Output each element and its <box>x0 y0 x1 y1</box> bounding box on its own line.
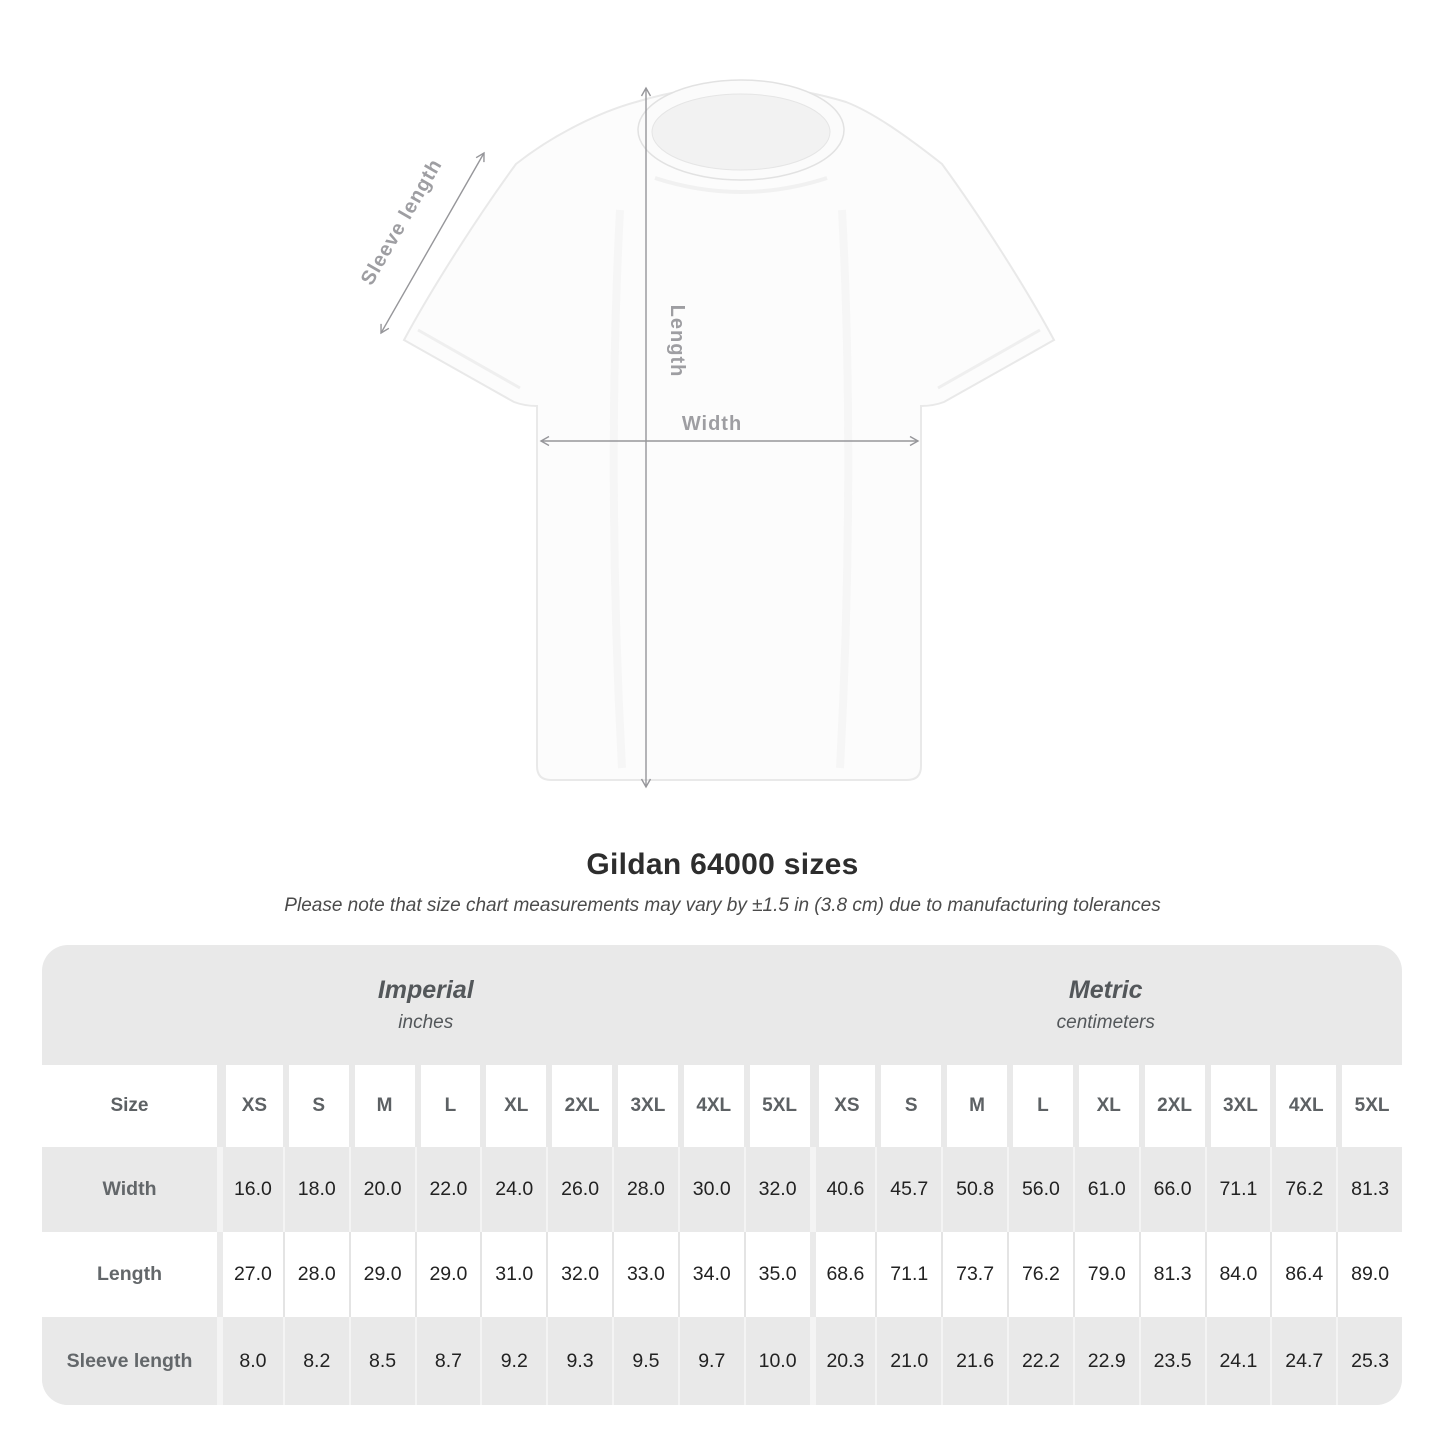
metric-value-cell: 81.3 <box>1139 1232 1205 1317</box>
size-col-header: L <box>1007 1065 1073 1147</box>
metric-value-cell: 45.7 <box>875 1147 941 1232</box>
size-header: Size <box>110 1095 149 1116</box>
size-col-header: 2XL <box>546 1065 612 1147</box>
imperial-header <box>42 945 810 1065</box>
size-col-header: 5XL <box>744 1065 810 1147</box>
size-col-header: S <box>875 1065 941 1147</box>
imperial-value-cell: 20.0 <box>349 1147 415 1232</box>
row-label: Width <box>102 1178 157 1200</box>
size-col-header: L <box>415 1065 481 1147</box>
length-label: Length <box>666 304 688 378</box>
imperial-value-cell: 28.0 <box>283 1232 349 1317</box>
size-col-header: 5XL <box>1336 1065 1402 1147</box>
metric-value-cell: 20.3 <box>810 1317 876 1405</box>
metric-value-cell: 86.4 <box>1270 1232 1336 1317</box>
imperial-value-cell: 9.3 <box>546 1317 612 1405</box>
size-col-header: 3XL <box>612 1065 678 1147</box>
imperial-value-cell: 28.0 <box>612 1147 678 1232</box>
metric-value-cell: 24.1 <box>1205 1317 1271 1405</box>
metric-value-cell: 21.0 <box>875 1317 941 1405</box>
metric-value-cell: 25.3 <box>1336 1317 1402 1405</box>
metric-value-cell: 73.7 <box>941 1232 1007 1317</box>
metric-value-cell: 21.6 <box>941 1317 1007 1405</box>
metric-value-cell: 81.3 <box>1336 1147 1402 1232</box>
imperial-value-cell: 30.0 <box>678 1147 744 1232</box>
metric-value-cell: 84.0 <box>1205 1232 1271 1317</box>
imperial-value-cell: 34.0 <box>678 1232 744 1317</box>
metric-value-cell: 24.7 <box>1270 1317 1336 1405</box>
imperial-value-cell: 9.7 <box>678 1317 744 1405</box>
imperial-value-cell: 9.5 <box>612 1317 678 1405</box>
metric-value-cell: 23.5 <box>1139 1317 1205 1405</box>
metric-value-cell: 66.0 <box>1139 1147 1205 1232</box>
metric-value-cell: 40.6 <box>810 1147 876 1232</box>
measurement-row <box>42 1317 1402 1405</box>
unit-header-band <box>42 945 1402 1065</box>
imperial-value-cell: 8.5 <box>349 1317 415 1405</box>
size-col-header: XS <box>217 1065 283 1147</box>
metric-value-cell: 61.0 <box>1073 1147 1139 1232</box>
size-col-header: XL <box>480 1065 546 1147</box>
metric-value-cell: 68.6 <box>810 1232 876 1317</box>
imperial-value-cell: 8.7 <box>415 1317 481 1405</box>
width-label: Width <box>681 413 743 435</box>
imperial-value-cell: 10.0 <box>744 1317 810 1405</box>
imperial-value-cell: 32.0 <box>744 1147 810 1232</box>
metric-label: Metric <box>1068 976 1143 1004</box>
metric-value-cell: 56.0 <box>1007 1147 1073 1232</box>
imperial-value-cell: 27.0 <box>217 1232 283 1317</box>
metric-value-cell: 71.1 <box>875 1232 941 1317</box>
imperial-value-cell: 33.0 <box>612 1232 678 1317</box>
imperial-unit: inches <box>398 1012 454 1033</box>
size-header-row <box>42 1065 1402 1147</box>
size-table <box>42 945 1402 1405</box>
size-col-header: M <box>349 1065 415 1147</box>
metric-value-cell: 22.9 <box>1073 1317 1139 1405</box>
imperial-value-cell: 8.2 <box>283 1317 349 1405</box>
row-label: Sleeve length <box>66 1349 193 1372</box>
imperial-value-cell: 24.0 <box>480 1147 546 1232</box>
imperial-value-cell: 29.0 <box>349 1232 415 1317</box>
size-table-grid <box>42 1065 1402 1405</box>
metric-value-cell: 76.2 <box>1007 1232 1073 1317</box>
imperial-value-cell: 29.0 <box>415 1232 481 1317</box>
page-title: Gildan 64000 sizes <box>586 848 859 881</box>
size-col-header: XL <box>1073 1065 1139 1147</box>
size-col-header: XS <box>810 1065 876 1147</box>
metric-value-cell: 79.0 <box>1073 1232 1139 1317</box>
imperial-value-cell: 8.0 <box>217 1317 283 1405</box>
size-col-header: 2XL <box>1139 1065 1205 1147</box>
metric-unit: centimeters <box>1056 1012 1155 1033</box>
collar-opening <box>652 94 830 170</box>
metric-value-cell: 22.2 <box>1007 1317 1073 1405</box>
imperial-value-cell: 16.0 <box>217 1147 283 1232</box>
size-col-header: 4XL <box>1270 1065 1336 1147</box>
imperial-label: Imperial <box>377 976 474 1004</box>
size-col-header: 3XL <box>1205 1065 1271 1147</box>
imperial-value-cell: 9.2 <box>480 1317 546 1405</box>
row-label: Length <box>97 1263 162 1285</box>
metric-header <box>810 945 1403 1065</box>
metric-value-cell: 76.2 <box>1270 1147 1336 1232</box>
imperial-value-cell: 35.0 <box>744 1232 810 1317</box>
imperial-value-cell: 26.0 <box>546 1147 612 1232</box>
imperial-value-cell: 18.0 <box>283 1147 349 1232</box>
size-col-header: S <box>283 1065 349 1147</box>
size-col-header: M <box>941 1065 1007 1147</box>
metric-value-cell: 89.0 <box>1336 1232 1402 1317</box>
size-col-header: 4XL <box>678 1065 744 1147</box>
sleeve-length-label: Sleeve length <box>356 155 447 289</box>
metric-value-cell: 71.1 <box>1205 1147 1271 1232</box>
imperial-value-cell: 22.0 <box>415 1147 481 1232</box>
imperial-value-cell: 31.0 <box>480 1232 546 1317</box>
imperial-value-cell: 32.0 <box>546 1232 612 1317</box>
measurement-row <box>42 1232 1402 1317</box>
measurement-row <box>42 1147 1402 1232</box>
metric-value-cell: 50.8 <box>941 1147 1007 1232</box>
tolerance-note: Please note that size chart measurements may vary by ±1.5 in (3.8 cm) due to manufacturing tolerances <box>284 895 1161 916</box>
